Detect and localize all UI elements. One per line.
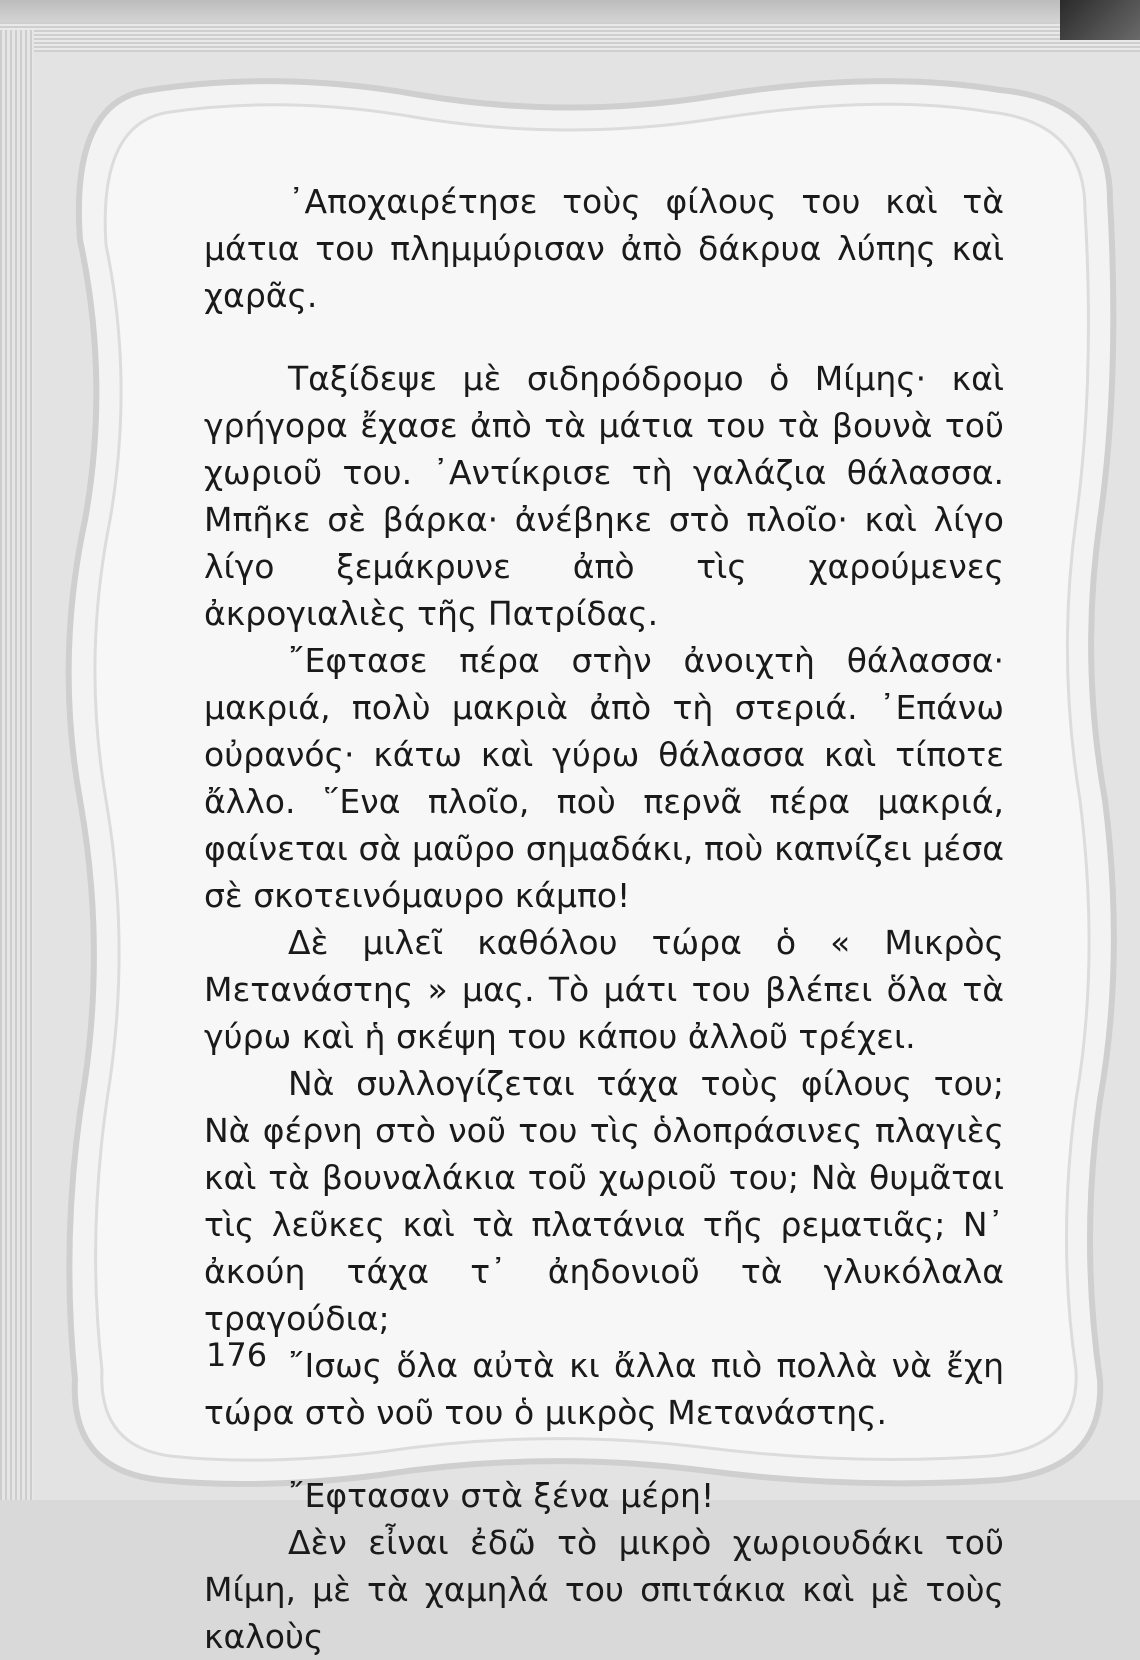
paragraph: Ταξίδεψε μὲ σιδηρόδρομο ὁ Μίμης· καὶ γρήγορα ἔχασε ἀπὸ τὰ μάτια του τὰ βουνὰ τοῦ χωριοῦ του. ᾿Αντίκρισε τὴ γαλάζια θάλασσα. Μπῆκε σὲ βάρκα· ἀνέβηκε στὸ πλοῖο· καὶ λίγο λίγο ξεμάκρυνε ἀπὸ τὶς χαρούμενες ἀκρογιαλιὲς τῆς Πατρίδας. — [204, 359, 1004, 633]
paragraph: Δὲ μιλεῖ καθόλου τώρα ὁ « Μικρὸς Μετανάστης » μας. Τὸ μάτι του βλέπει ὅλα τὰ γύρω καὶ ἡ σκέψη του κάπου ἀλλοῦ τρέχει. — [204, 923, 1004, 1056]
paragraph: ῎Εφτασαν στὰ ξένα μέρη! — [288, 1476, 715, 1515]
paragraph: ῎Ισως ὅλα αὐτὰ κι ἄλλα πιὸ πολλὰ νὰ ἔχη τώρα στὸ νοῦ του ὁ μικρὸς Μετανάστης. — [204, 1346, 1004, 1432]
paragraph: ᾿Αποχαιρέτησε τοὺς φίλους του καὶ τὰ μάτια του πλημμύρισαν ἀπὸ δάκρυα λύπης καὶ χαρᾶς. — [204, 182, 1004, 315]
paragraph: Δὲν εἶναι ἐδῶ τὸ μικρὸ χωριουδάκι τοῦ Μίμη, μὲ τὰ χαμηλά του σπιτάκια καὶ μὲ τοὺς καλοὺς — [204, 1523, 1004, 1656]
body-text — [204, 178, 1004, 1660]
page-number: 176 — [206, 1336, 268, 1374]
paragraph: ῎Εφτασε πέρα στὴν ἀνοιχτὴ θάλασσα· μακριά, πολὺ μακριὰ ἀπὸ τὴ στεριά. ᾿Επάνω οὐρανός· κάτω καὶ γύρω θάλασσα καὶ τίποτε ἄλλο. ῞Ενα πλοῖο, ποὺ περνᾶ πέρα μακριά, φαίνεται σὰ μαῦρο σημαδάκι, ποὺ καπνίζει μέσα σὲ σκοτεινόμαυρο κάμπο! — [204, 641, 1004, 915]
paragraph: Νὰ συλλογίζεται τάχα τοὺς φίλους του; Νὰ φέρνη στὸ νοῦ του τὶς ὁλοπράσινες πλαγιὲς καὶ τὰ βουναλάκια τοῦ χωριοῦ του; Νὰ θυμᾶται τὶς λεῦκες καὶ τὰ πλατάνια τῆς ρεματιᾶς; Ν᾿ ἀκούη τάχα τ᾿ ἀηδονιοῦ τὰ γλυκόλαλα τραγούδια; — [204, 1064, 1004, 1338]
